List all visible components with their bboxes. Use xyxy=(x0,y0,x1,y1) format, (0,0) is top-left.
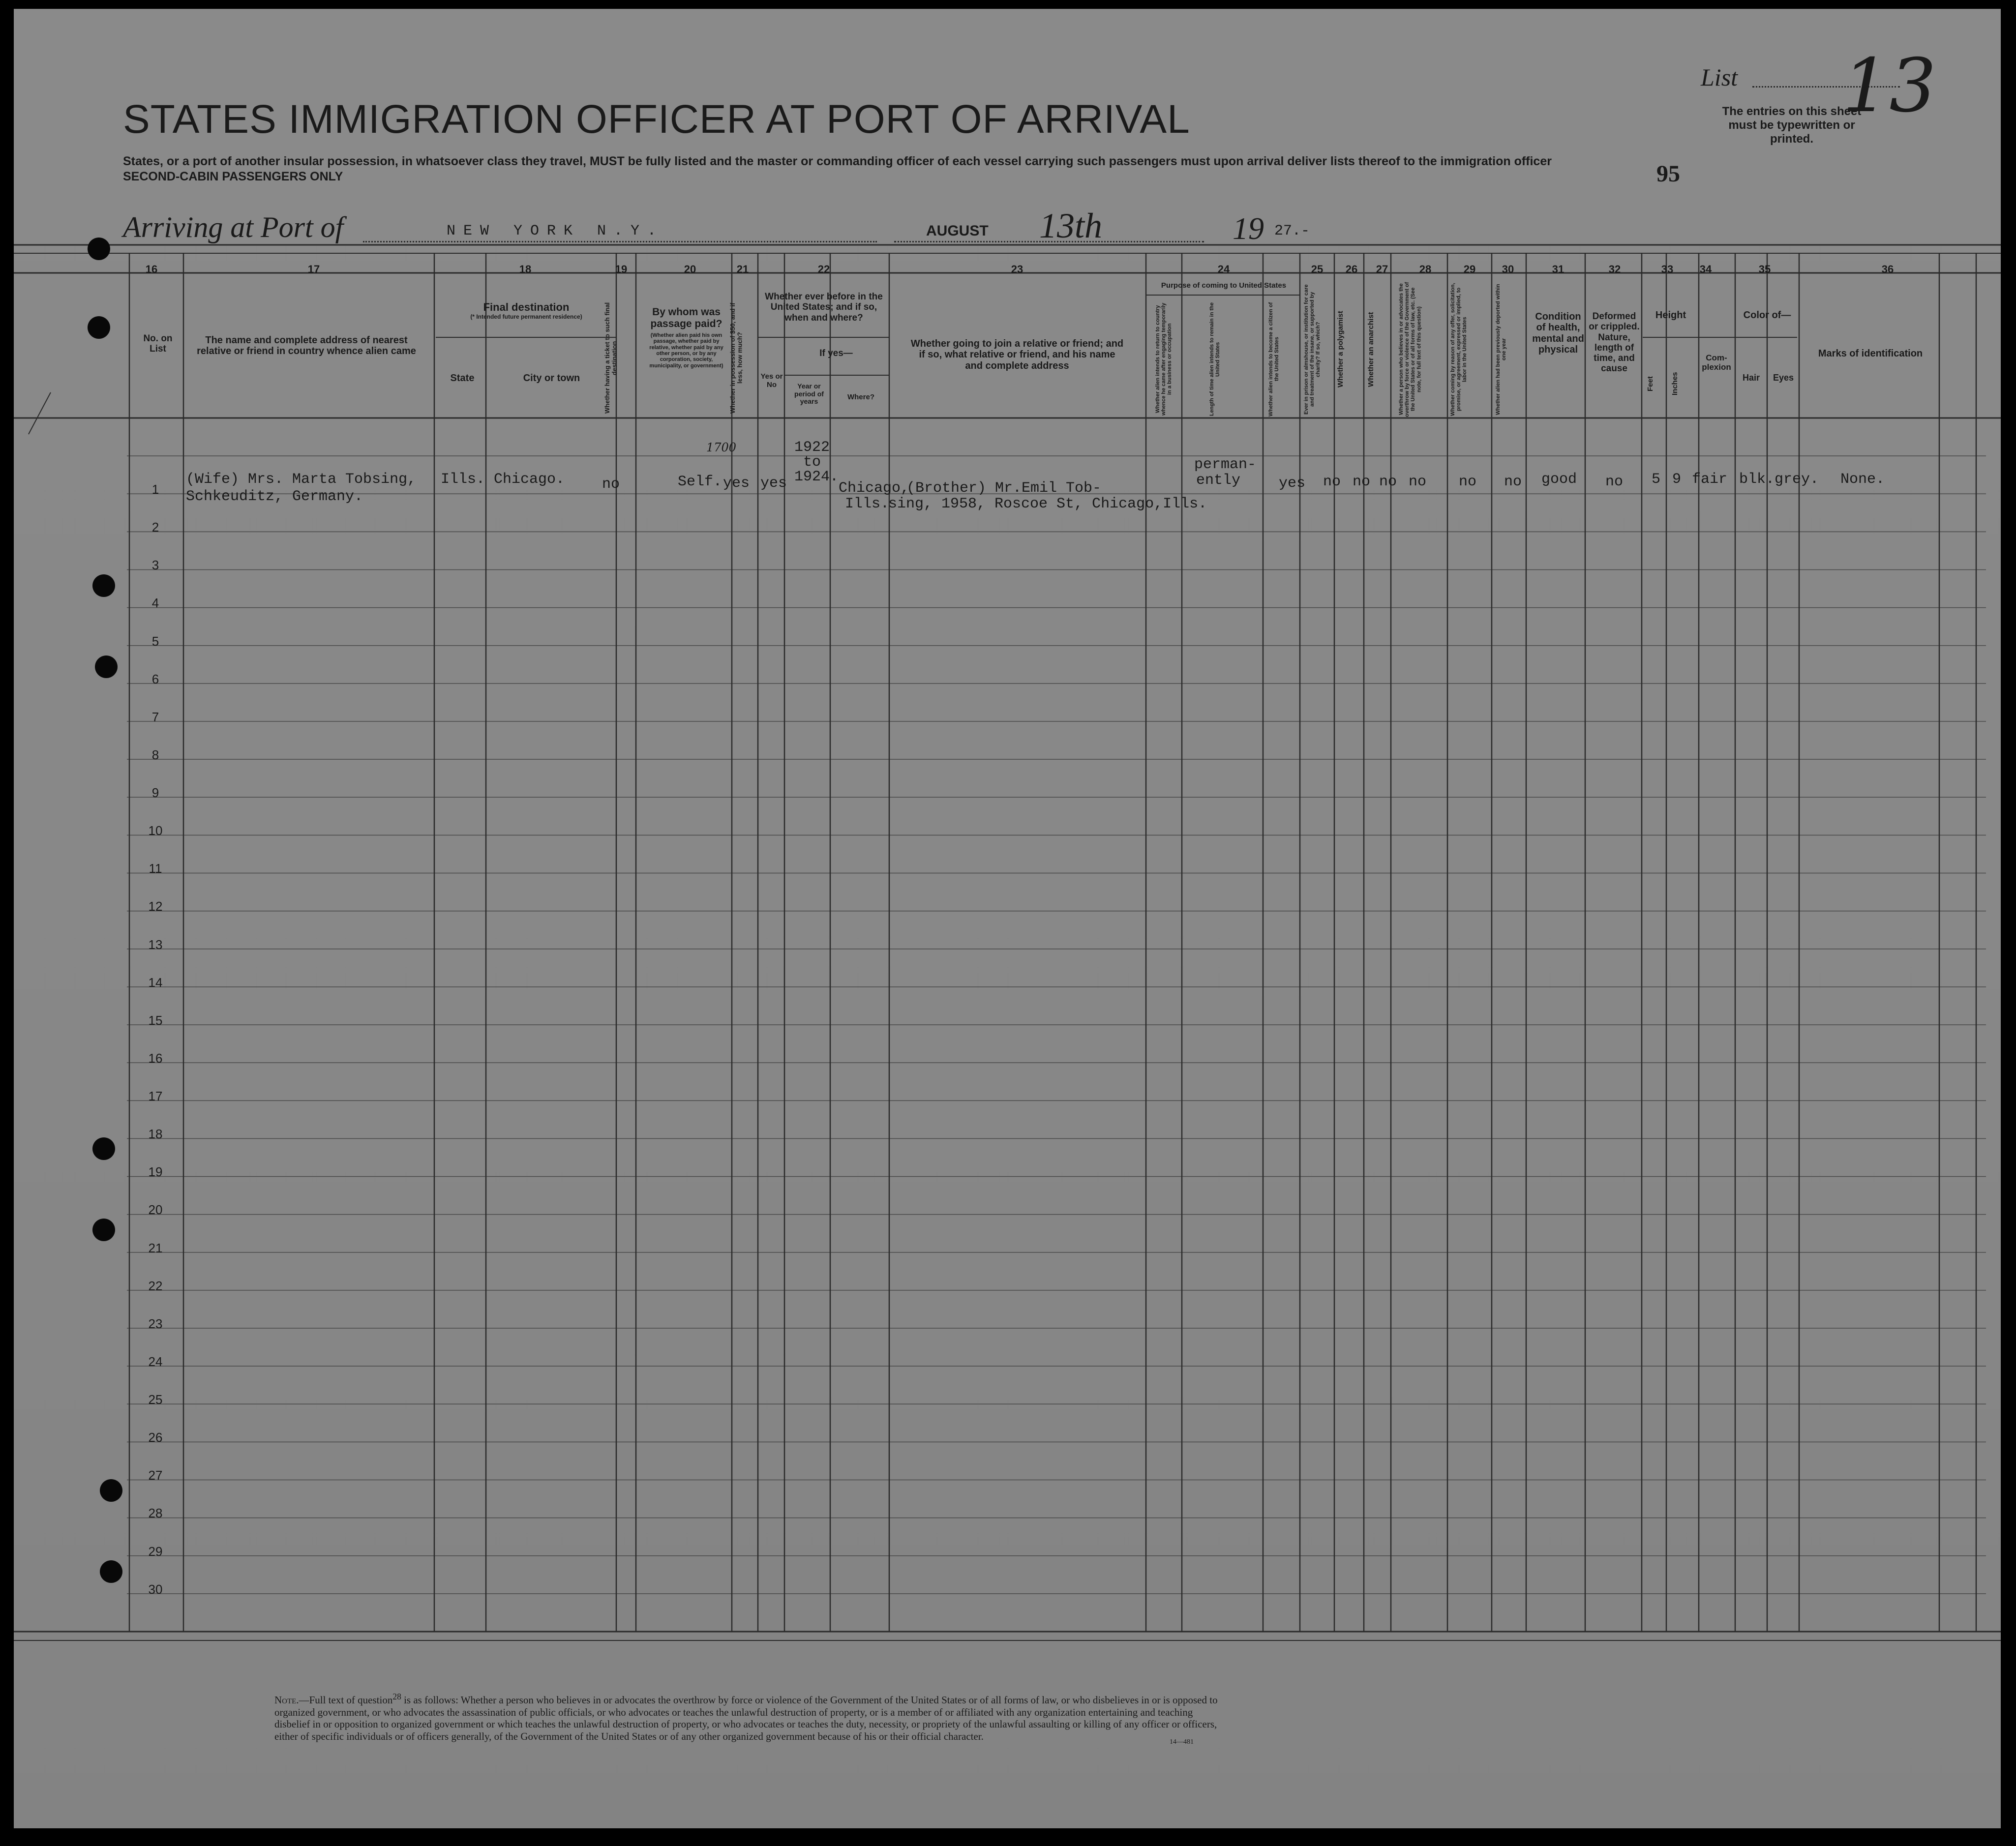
row-number: 15 xyxy=(148,1012,163,1028)
height-inches-value: 9 xyxy=(1672,471,1682,488)
row-number: 3 xyxy=(151,558,159,573)
row-number: 18 xyxy=(148,1127,163,1142)
labor-offer-value: no xyxy=(1459,474,1477,490)
row-number: 2 xyxy=(151,520,159,535)
header-possession-50: Whether in possession of $50, and if less, how much? xyxy=(729,302,744,414)
row-number: 28 xyxy=(148,1506,163,1521)
row-number: 27 xyxy=(148,1468,163,1483)
header-overthrow: Whether a person who believes in or advocates the overthrow by force or violence of the Government of the United States or of all forms of law, etc. (See note, for full text of this question) xyxy=(1398,282,1422,417)
header-ticket: Whether having a ticket to such final destination xyxy=(603,302,618,414)
final-destination-note: (* Intended future permanent residence) xyxy=(470,313,582,320)
relative-address-line: (Wife) Mrs. Marta Tobsing, xyxy=(186,471,417,488)
column-number: 35 xyxy=(1758,263,1771,275)
row-number: 7 xyxy=(151,709,159,724)
row-number: 29 xyxy=(148,1544,163,1559)
punch-hole xyxy=(92,1137,115,1160)
where-value: Chicago, xyxy=(839,480,910,497)
row-number: 11 xyxy=(149,861,162,876)
punch-hole xyxy=(95,655,118,678)
stay-length-value: perman- xyxy=(1194,456,1257,473)
row-number: 13 xyxy=(148,937,163,952)
arrival-year-prefix: 19 xyxy=(1233,211,1264,246)
header-final-destination xyxy=(438,301,615,320)
table-grid xyxy=(14,9,2001,1828)
column-number: 28 xyxy=(1419,263,1432,275)
column-number: 18 xyxy=(519,263,532,275)
overthrow-value: no xyxy=(1409,474,1427,490)
column-number: 30 xyxy=(1502,263,1514,275)
passage-paid-value: Self. xyxy=(678,474,722,490)
header-state: State xyxy=(450,373,475,384)
form-number: 14—481 xyxy=(1170,1738,1194,1746)
footnote-label: Note. xyxy=(274,1694,299,1706)
deported-value: no xyxy=(1504,474,1522,490)
header-year-or-period: Year or period of years xyxy=(794,382,824,406)
handwritten-annotation: 1700 xyxy=(706,441,737,454)
punch-hole xyxy=(100,1560,122,1583)
arrival-year-suffix: 27.- xyxy=(1274,223,1310,239)
header-join-relative: Whether going to join a relative or friend; and if so, what relative or friend, and his name and complete address xyxy=(910,338,1124,371)
column-number: 23 xyxy=(1011,263,1023,275)
entries-note: The entries on this sheet must be typewritten or printed. xyxy=(1722,105,1862,146)
column-number: 21 xyxy=(736,263,749,275)
where-value: Ills. xyxy=(845,496,890,512)
row-number: 19 xyxy=(148,1164,163,1180)
header-height: Height xyxy=(1655,310,1686,321)
header-hair: Hair xyxy=(1742,373,1760,383)
passage-paid-note: (Whether alien paid his own passage, whether paid by relative, whether paid by any other person, or by any corporation, society, municipality, or government) xyxy=(649,332,723,369)
row-number: 6 xyxy=(151,671,159,686)
column-number: 17 xyxy=(307,263,320,275)
header-purpose: Purpose of coming to United States xyxy=(1161,281,1287,290)
marks-value: None. xyxy=(1840,471,1885,488)
prison-value: no xyxy=(1323,474,1341,490)
punch-hole xyxy=(100,1479,122,1502)
ticket-value: no xyxy=(602,476,620,493)
footnote-text: —Full text of question xyxy=(299,1694,393,1706)
column-number: 19 xyxy=(615,263,628,275)
row-number: 4 xyxy=(151,595,159,611)
row-number: 12 xyxy=(148,899,163,914)
passage-paid-label: By whom was passage paid? xyxy=(650,306,722,329)
row-number: 23 xyxy=(148,1316,163,1331)
header-anarchist: Whether an anarchist xyxy=(1367,312,1375,387)
health-value: good xyxy=(1541,471,1577,488)
header-deported: Whether alien had been previously deported within one year xyxy=(1495,284,1507,415)
header-before-in-us: Whether ever before in the United States; and if so, when and where? xyxy=(765,292,883,323)
header-where: Where? xyxy=(847,393,874,401)
row-number: 24 xyxy=(148,1354,163,1369)
header-prison: Ever in prison or almshouse, or institution for care and treatment of the insane, or supported by charity? If so, which? xyxy=(1303,284,1322,415)
state-value: Ills. xyxy=(441,471,485,488)
arrival-month: AUGUST xyxy=(926,223,989,239)
column-number: 24 xyxy=(1217,263,1230,275)
city-value: Chicago. xyxy=(494,471,565,488)
possession-value: yes xyxy=(723,475,750,492)
join-relative-value: sing, 1958, Roscoe St, Chicago,Ills. xyxy=(888,496,1207,512)
polygamist-value: no xyxy=(1353,474,1371,490)
row-number: 26 xyxy=(148,1430,163,1445)
complexion-value: fair xyxy=(1692,471,1728,488)
header-city: City or town xyxy=(523,373,580,384)
row-number: 10 xyxy=(148,823,163,838)
instructions-line: States, or a port of another insular possession, in whatsoever class they travel, MUST be fully listed and the master or commanding officer of each vessel carrying such passengers must upon arrival deliver lists thereof to the immigration officer xyxy=(123,154,1552,168)
eyes-value: grey. xyxy=(1775,471,1819,488)
column-number: 34 xyxy=(1699,263,1712,275)
stay-length-value: ently xyxy=(1196,472,1241,489)
column-number: 32 xyxy=(1608,263,1621,275)
deformed-value: no xyxy=(1605,474,1624,490)
column-number: 26 xyxy=(1345,263,1358,275)
cabin-class-label: SECOND-CABIN PASSENGERS ONLY xyxy=(123,170,343,183)
row-number: 8 xyxy=(151,747,159,762)
row-number: 17 xyxy=(148,1089,163,1103)
row-number: 16 xyxy=(148,1050,163,1066)
header-eyes: Eyes xyxy=(1773,373,1794,383)
years-value: 1922 xyxy=(794,439,830,456)
years-value: to xyxy=(803,454,821,471)
row-number: 25 xyxy=(148,1392,163,1407)
row-number: 5 xyxy=(151,633,159,649)
header-purpose-return: Whether alien intends to return to country whence he came after engaging temporarily in a business or occupation xyxy=(1155,302,1173,416)
header-feet: Feet xyxy=(1646,376,1655,391)
row-number: 30 xyxy=(148,1581,163,1597)
row-number: 14 xyxy=(148,975,163,990)
header-marks: Marks of identification xyxy=(1818,348,1923,359)
header-polygamist: Whether a polygamist xyxy=(1336,311,1345,388)
relative-address-line: Schkeuditz, Germany. xyxy=(186,488,363,505)
final-destination-label: Final destination xyxy=(483,301,570,313)
column-number: 22 xyxy=(817,263,830,275)
header-inches: Inches xyxy=(1671,372,1679,396)
header-if-yes: If yes— xyxy=(819,348,853,358)
column-number: 31 xyxy=(1552,263,1565,275)
sheet-number: 95 xyxy=(1656,161,1680,187)
citizen-value: yes xyxy=(1279,475,1306,492)
join-relative-value: (Brother) Mr.Emil Tob- xyxy=(906,480,1102,497)
years-value: 1924. xyxy=(794,469,839,485)
punch-hole xyxy=(92,574,115,597)
footnote xyxy=(274,1691,1224,1742)
column-number: 29 xyxy=(1463,263,1476,275)
column-number: 36 xyxy=(1881,263,1894,275)
row-number: 1 xyxy=(151,482,159,497)
column-number: 33 xyxy=(1661,263,1674,275)
row-number: 9 xyxy=(151,785,159,800)
header-passage-paid xyxy=(643,306,729,369)
anarchist-value: no xyxy=(1379,474,1397,490)
header-condition: Condition of health, mental and physical xyxy=(1532,311,1584,356)
column-number: 20 xyxy=(684,263,696,275)
punch-hole xyxy=(88,238,110,260)
header-deformed: Deformed or crippled. Nature, length of time, and cause xyxy=(1589,311,1640,374)
manifest-sheet xyxy=(14,9,2001,1828)
header-purpose-length: Length of time alien intends to remain in the United States xyxy=(1209,302,1221,417)
header-purpose-citizen: Whether alien intends to become a citizen of the United States xyxy=(1268,302,1280,417)
row-number: 20 xyxy=(148,1202,163,1218)
punch-hole xyxy=(88,316,110,339)
header-nearest-relative: The name and complete address of nearest relative or friend in country whence alien came xyxy=(197,335,416,357)
height-feet-value: 5 xyxy=(1652,471,1661,488)
port-of-arrival: NEW YORK N.Y. xyxy=(447,223,664,239)
footnote-question-ref: 28 xyxy=(392,1692,401,1701)
list-number: 13 xyxy=(1842,43,1936,129)
header-labor-offer: Whether coming by reason of any offer, solicitation, promise, or agreement, expressed or implied, to labor in the United States xyxy=(1450,283,1468,416)
page-title: STATES IMMIGRATION OFFICER AT PORT OF ARRIVAL xyxy=(123,97,1190,142)
hair-value: blk. xyxy=(1739,471,1775,488)
before-in-us-value: yes xyxy=(760,475,787,492)
column-number: 27 xyxy=(1376,263,1388,275)
arrival-day: 13th xyxy=(1039,206,1103,245)
punch-hole xyxy=(92,1219,115,1241)
list-label: List xyxy=(1701,63,1738,91)
column-number: 25 xyxy=(1311,263,1324,275)
column-number: 16 xyxy=(145,263,158,275)
row-number: 22 xyxy=(148,1278,163,1293)
footnote-text: is as follows: Whether a person who believes in or advocates the overthrow by force or violence of the Government of the United States or of all forms of law, or who disbelieves in or is opposed to organized government, or who advocates the assassination of public officials, or who advocates or teaches the unlawful destruction of property, or is a member of or affiliated with any organization entertaining and teaching disbelief in or opposition to organized government or which teaches the unlawful destruction of property, or who advocates or teaches the duty, necessity, or propriety of the unlawful assaulting or killing of any officer or officers, either of specific individuals or of officers generally, of the Government of the United States or of any other organized government because of his or their official character. xyxy=(274,1694,1218,1742)
header-no-on-list: No. on List xyxy=(143,333,173,355)
header-complexion: Com-plexion xyxy=(1702,353,1731,372)
header-yes-or-no: Yes or No xyxy=(760,372,783,389)
header-color-of: Color of— xyxy=(1743,310,1791,321)
arriving-label: Arriving at Port of xyxy=(123,211,344,243)
row-number: 21 xyxy=(148,1240,163,1255)
